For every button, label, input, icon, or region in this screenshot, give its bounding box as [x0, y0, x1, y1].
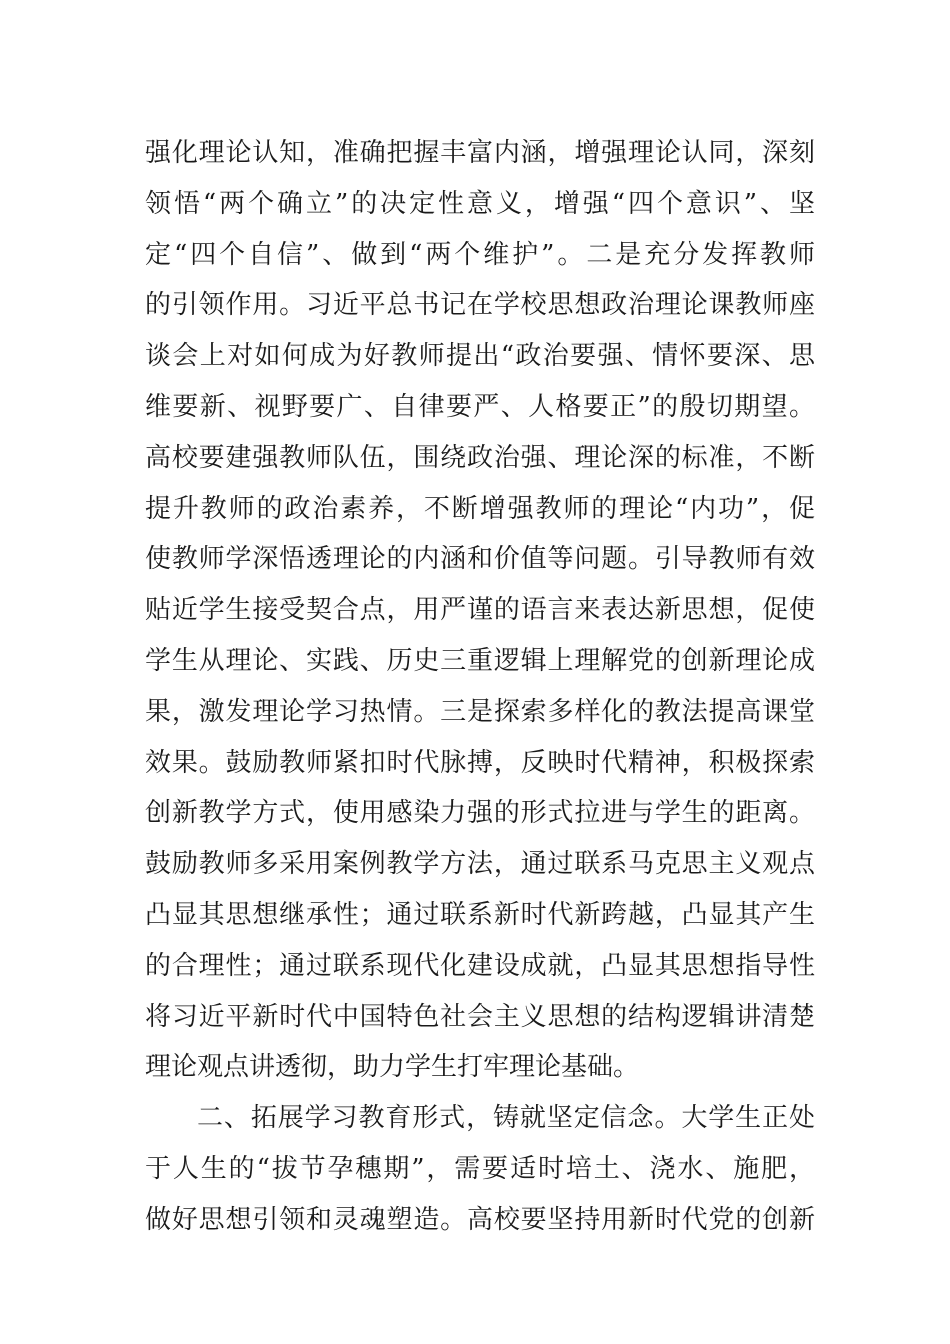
- text-line: 效果。鼓励教师紧扣时代脉搏，反映时代精神，积极探索: [145, 747, 815, 778]
- text-line: 的引领作用。习近平总书记在学校思想政治理论课教师座: [145, 290, 815, 321]
- paragraph-end-line: 理论观点讲透彻，助力学生打牢理论基础。: [145, 1052, 640, 1083]
- text-line: 维要新、视野要广、自律要严、人格要正”的殷切期望。: [145, 391, 815, 422]
- text-line: 使教师学深悟透理论的内涵和价值等问题。引导教师有效: [145, 544, 815, 575]
- body-text: [145, 128, 815, 1246]
- paragraph-start-line: 二、拓展学习教育形式，铸就坚定信念。大学生正处: [197, 1103, 815, 1134]
- text-line: 高校要建强教师队伍，围绕政治强、理论深的标准，不断: [145, 442, 815, 473]
- text-line: 鼓励教师多采用案例教学方法，通过联系马克思主义观点: [145, 849, 815, 880]
- text-line: 于人生的“拔节孕穗期”，需要适时培土、浇水、施肥，: [145, 1153, 815, 1184]
- text-line: 做好思想引领和灵魂塑造。高校要坚持用新时代党的创新: [145, 1204, 815, 1235]
- text-line: 提升教师的政治素养，不断增强教师的理论“内功”，促: [145, 493, 815, 524]
- text-line: 强化理论认知，准确把握丰富内涵，增强理论认同，深刻: [145, 138, 815, 168]
- text-line: 学生从理论、实践、历史三重逻辑上理解党的创新理论成: [145, 645, 815, 676]
- text-line: 的合理性；通过联系现代化建设成就，凸显其思想指导性: [145, 950, 815, 981]
- text-line: 果，激发理论学习热情。三是探索多样化的教法提高课堂: [145, 696, 815, 727]
- text-line: 凸显其思想继承性；通过联系新时代新跨越，凸显其产生: [145, 899, 815, 930]
- text-line: 将习近平新时代中国特色社会主义思想的结构逻辑讲清楚: [145, 1001, 815, 1032]
- text-line: 谈会上对如何成为好教师提出“政治要强、情怀要深、思: [145, 341, 815, 372]
- text-line: 领悟“两个确立”的决定性意义，增强“四个意识”、坚: [145, 188, 815, 219]
- text-line: 创新教学方式，使用感染力强的形式拉进与学生的距离。: [145, 798, 815, 829]
- text-line: 定“四个自信”、做到“两个维护”。二是充分发挥教师: [145, 239, 815, 270]
- text-line: 贴近学生接受契合点，用严谨的语言来表达新思想，促使: [145, 595, 815, 626]
